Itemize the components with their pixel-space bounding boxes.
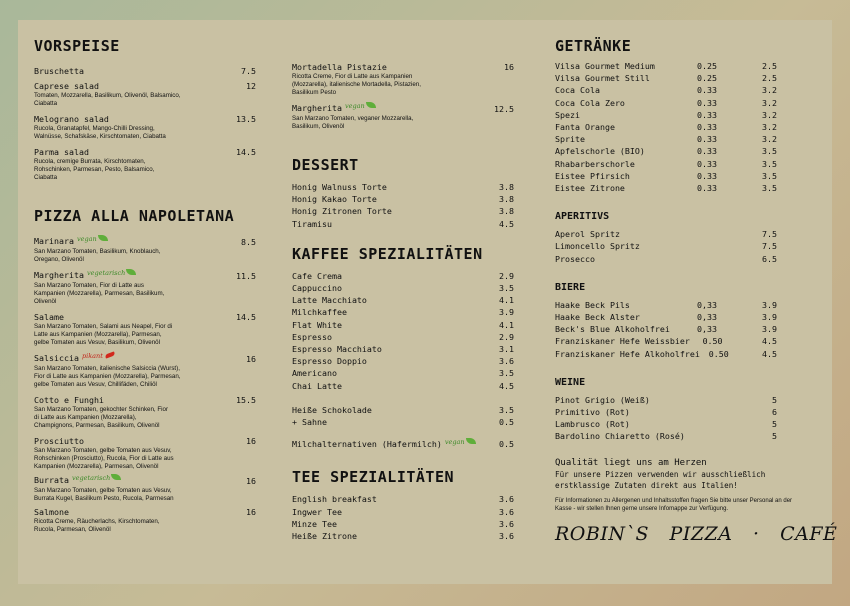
item-description: Ricotta Creme, Räucherlachs, Kirschtomaten, Rucola, Parmesan, Olivenöl [34, 518, 160, 533]
menu-item [292, 62, 514, 97]
menu-item: Espresso 2.9 [292, 331, 514, 342]
item-description: Rucola, cremige Burrata, Kirschtomaten, Rohschinken, Parmesan, Pesto, Balsamico, Ciabatta [34, 158, 155, 181]
menu-item: Franziskaner Hefe Weissbier 0.50 4.5 [555, 336, 777, 347]
menu-item: Haake Beck Pils 0,33 3.9 [555, 299, 777, 310]
menu-item: Coca Cola Zero 0.33 3.2 [555, 97, 777, 108]
section-title-getraenke: GETRÄNKE [555, 37, 632, 55]
menu-item [34, 66, 256, 77]
menu-item: Espresso Macchiato 3.1 [292, 344, 514, 355]
item-name: Salame [34, 312, 64, 322]
section-title-biere: BIERE [555, 281, 586, 293]
menu-item: Honig Walnuss Torte 3.8 [292, 182, 514, 192]
item-name: Cotto e Funghi [34, 395, 104, 405]
chili-icon [104, 351, 115, 358]
menu-column-middle [292, 62, 514, 542]
item-name: Caprese salad [34, 81, 99, 91]
section-title-pizza: PIZZA ALLA NAPOLETANA [34, 207, 235, 225]
item-name: Prosciutto [34, 436, 84, 446]
item-description: San Marzano Tomaten, veganer Mozzarella, Basilikum, Olivenöl [292, 115, 414, 130]
section-title-aperitivs: APERITIVS [555, 211, 610, 223]
menu-item: Spezi 0.33 3.2 [555, 109, 777, 120]
quality-heading: Qualität liegt uns am Herzen [555, 457, 707, 468]
menu-item [292, 103, 514, 131]
menu-item [34, 81, 256, 108]
menu-item: Franziskaner Hefe Alkoholfrei 0.50 4.5 [555, 348, 777, 359]
menu-item: Americano 3.5 [292, 368, 514, 379]
item-name: Salsiccia [34, 353, 79, 363]
leaf-icon [466, 438, 476, 444]
menu-item [34, 236, 256, 264]
menu-item: Primitivo (Rot) 6 [555, 407, 777, 418]
item-price: 7.5 [241, 66, 256, 76]
menu-sheet [18, 20, 838, 584]
menu-item: Prosecco 6.5 [555, 253, 777, 264]
menu-item: Cappuccino 3.5 [292, 283, 514, 294]
section-title-weine: WEINE [555, 376, 586, 388]
menu-item [34, 507, 256, 534]
item-description: San Marzano Tomaten, gelbe Tomaten aus Vesuv, Burrata Kugel, Basilikum Pesto, Rucola, Parmesan [34, 487, 174, 502]
menu-item: Beck's Blue Alkoholfrei 0,33 3.9 [555, 324, 777, 335]
item-description: San Marzano Tomaten, Fior di Latte aus Kampanien (Mozzarella), Parmesan, Basilikum, Olivenöl [34, 282, 165, 305]
menu-item: Flat White 4.1 [292, 319, 514, 330]
item-price: 12 [246, 81, 256, 91]
spicy-tag: pikant [81, 352, 103, 360]
menu-item: Pinot Grigio (Weiß) 5 [555, 394, 777, 405]
menu-item: Coca Cola 0.33 3.2 [555, 85, 777, 96]
item-description: San Marzano Tomaten, Salami aus Neapel, Fior di Latte aus Kampanien (Mozzarella), Parmesan, gelbe Tomaten aus Vesuv, Basilikum, Olivenöl [34, 323, 173, 346]
vegetarian-tag: vegetarisch [86, 269, 126, 277]
item-name: Salmone [34, 507, 69, 517]
menu-item [34, 270, 256, 306]
menu-item [34, 475, 256, 503]
item-name: Margherita [34, 270, 84, 280]
section-title-tee: TEE SPEZIALITÄTEN [292, 468, 455, 487]
leaf-icon [366, 102, 376, 108]
item-price: 16 [246, 507, 256, 517]
menu-item: Sprite 0.33 3.2 [555, 134, 777, 145]
item-price: 16 [504, 62, 514, 72]
vegan-tag: vegan [444, 438, 465, 447]
leaf-icon [126, 269, 136, 275]
menu-item: Eistee Zitrone 0.33 3.5 [555, 183, 777, 194]
item-name: Bruschetta [34, 66, 84, 76]
menu-item: Minze Tee 3.6 [292, 518, 514, 529]
menu-item: Milchalternativen (Hafermilch) vegan 0.5 [292, 438, 514, 450]
menu-item: Tiramisu 4.5 [292, 218, 514, 229]
item-price: 8.5 [241, 237, 256, 247]
item-description: Tomaten, Mozzarella, Basilikum, Olivenöl, Balsamico, Ciabatta [34, 92, 181, 107]
menu-item: English breakfast 3.6 [292, 494, 514, 505]
menu-item [34, 395, 256, 430]
allergen-info: Für Informationen zu Allergenen und Inhaltsstoffen fragen Sie bitte unser Personal an der Kasse - wir stellen Ihnen gerne unsere Infomappe zur Verfügung. [555, 497, 793, 512]
menu-item: Chai Latte 4.5 [292, 380, 514, 391]
menu-item: Haake Beck Alster 0,33 3.9 [555, 312, 777, 323]
brand-logo: ROBIN`S PIZZA · CAFÉ [555, 522, 838, 545]
item-price: 14.5 [236, 312, 256, 322]
menu-item: Aperol Spritz 7.5 [555, 229, 777, 240]
section-title-kaffee: KAFFEE SPEZIALITÄTEN [292, 244, 483, 263]
menu-item [34, 353, 256, 389]
leaf-icon [111, 474, 121, 480]
menu-item: Vilsa Gourmet Medium 0.25 2.5 [555, 61, 777, 71]
item-price: 14.5 [236, 147, 256, 157]
item-price: 16 [246, 476, 256, 486]
menu-item: Rhabarberschorle 0.33 3.5 [555, 158, 777, 169]
menu-item: Fanta Orange 0.33 3.2 [555, 122, 777, 133]
section-title-vorspeise: VORSPEISE [34, 37, 120, 55]
item-description: San Marzano Tomaten, gekochter Schinken, Fior di Latte aus Kampanien (Mozzarella), Champignons, Parmesan, Basilikum, Olivenöl [34, 406, 169, 429]
item-name: Parma salad [34, 147, 89, 157]
item-description: Ricotta Creme, Fior di Latte aus Kampanien (Mozzarella), italienische Mortadella, Pistazien, Basilikum Pesto [292, 73, 421, 96]
menu-item: Ingwer Tee 3.6 [292, 506, 514, 517]
menu-item: Lambrusco (Rot) 5 [555, 419, 777, 430]
menu-item [34, 114, 256, 141]
item-description: San Marzano Tomaten, Basilikum, Knoblauch, Oregano, Olivenöl [34, 248, 161, 263]
quality-line-1: Für unsere Pizzen verwenden wir ausschließlich [555, 469, 766, 479]
item-price: 16 [246, 436, 256, 446]
leaf-icon [98, 235, 108, 241]
item-name: Melograno salad [34, 114, 109, 124]
item-name: Mortadella Pistazie [292, 62, 387, 72]
menu-item: Espresso Doppio 3.6 [292, 356, 514, 367]
section-title-dessert: DESSERT [292, 156, 359, 174]
menu-item: Bardolino Chiaretto (Rosé) 5 [555, 431, 777, 442]
menu-item: Heiße Zitrone 3.6 [292, 531, 514, 542]
item-price: 13.5 [236, 114, 256, 124]
item-price: 16 [246, 354, 256, 364]
menu-item: Latte Macchiato 4.1 [292, 295, 514, 306]
item-description: Rucola, Granatapfel, Mango-Chilli Dressing, Walnüsse, Schafskäse, Kirschtomaten, Ciabatta [34, 125, 166, 140]
item-name: Marinara [34, 236, 74, 246]
menu-item: Vilsa Gourmet Still 0.25 2.5 [555, 73, 777, 84]
item-price: 15.5 [236, 395, 256, 405]
item-description: San Marzano Tomaten, gelbe Tomaten aus Vesuv, Rohschinken (Prosciutto), Rucola, Fior di Latte aus Kampanien (Mozzarella), Parmesan, Olivenöl [34, 447, 174, 470]
item-description: San Marzano Tomaten, italienische Salsiccia (Wurst), Fior di Latte aus Kampanien (Mozzarella), Parmesan, gelbe Tomaten aus Vesuv, Chillifäden, Chiliöl [34, 365, 181, 388]
menu-item [34, 436, 256, 471]
menu-item: Honig Zitronen Torte 3.8 [292, 206, 514, 217]
menu-item: Milchkaffee 3.9 [292, 307, 514, 318]
menu-item: Heiße Schokolade 3.5 [292, 404, 514, 415]
item-price: 12.5 [494, 104, 514, 114]
item-price: 11.5 [236, 271, 256, 281]
item-name: Burrata [34, 475, 69, 485]
menu-column-left [34, 36, 256, 534]
menu-item: Eistee Pfirsich 0.33 3.5 [555, 170, 777, 181]
vegetarian-tag: vegetarisch [71, 474, 111, 482]
menu-item: Cafe Crema 2.9 [292, 270, 514, 281]
menu-item [34, 312, 256, 347]
menu-item: Limoncello Spritz 7.5 [555, 241, 777, 252]
menu-column-right [555, 36, 838, 545]
menu-item: Honig Kakao Torte 3.8 [292, 194, 514, 205]
vegan-tag: vegan [76, 235, 97, 243]
quality-line-2: erstklassige Zutaten direkt aus Italien! [555, 480, 738, 490]
menu-item: + Sahne 0.5 [292, 417, 514, 428]
menu-item [34, 147, 256, 182]
vegan-tag: vegan [344, 102, 365, 110]
menu-item: Apfelschorle (BIO) 0.33 3.5 [555, 146, 777, 157]
item-name: Margherita [292, 103, 342, 113]
